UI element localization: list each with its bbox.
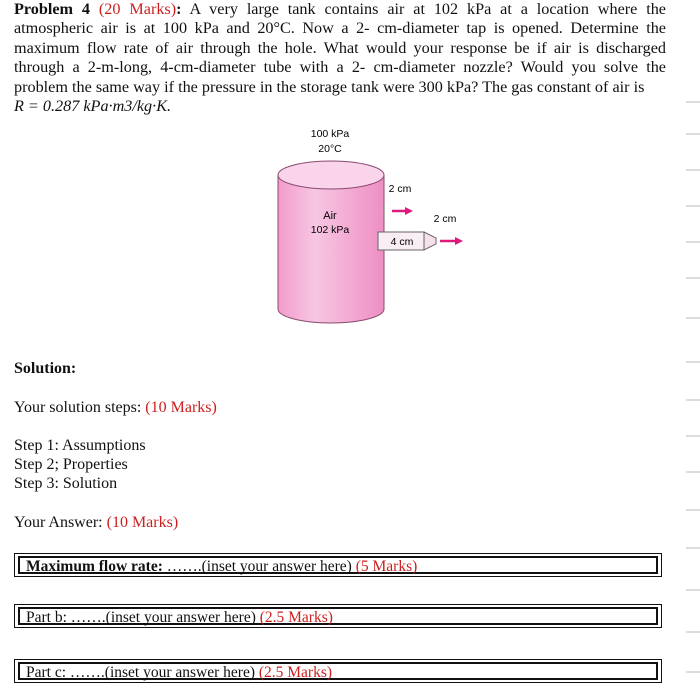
step-1: Step 1: Assumptions — [14, 437, 146, 454]
answer-marks: (10 Marks) — [106, 514, 179, 531]
problem-colon: : — [176, 0, 182, 18]
part-c-marks: (2.5 Marks) — [258, 664, 333, 681]
nozzle-diameter-label: 2 cm — [433, 213, 457, 225]
tank-pressure-label: 102 kPa — [310, 224, 350, 236]
solution-heading: Solution: — [14, 360, 77, 377]
max-flow-dots: ……. — [162, 558, 202, 575]
step-2: Step 2; Properties — [14, 456, 128, 473]
answer-label: Your Answer: — [14, 514, 103, 531]
tap-diameter-label: 2 cm — [388, 183, 412, 195]
tap-flow-arrow — [392, 207, 413, 215]
solution-steps-line — [14, 399, 217, 417]
max-flow-marks: (5 Marks) — [355, 558, 418, 575]
gas-constant: R = 0.287 kPa·m3/kg·K. — [14, 97, 172, 116]
page-edge-marks — [678, 0, 700, 694]
atm-temp-label: 20°C — [318, 143, 342, 155]
atm-pressure-label: 100 kPa — [310, 128, 350, 140]
part-b-marks: (2.5 Marks) — [259, 609, 333, 626]
step-3: Step 3: Solution — [14, 475, 118, 492]
problem-text: A very large tank contains air at 102 kPa at a location where the atmospheric air is at 100 kPa and 20°C. Now a 2- cm-diameter tap is opened. Determine the maximum flow rate of air through the hole. What would your response be if air is discharged through a 2-m-long, 4-cm-diameter tube with a 2- cm-diameter nozzle? Would you solve the problem the same way if the pressure in the storage tank were 300 kPa? The gas constant of air is — [14, 0, 666, 96]
max-flow-label: Maximum flow rate: — [26, 558, 163, 575]
part-b-answer-box[interactable] — [14, 604, 662, 628]
solution-steps-marks: (10 Marks) — [145, 399, 217, 416]
problem-heading: Problem 4 — [14, 0, 91, 18]
part-c-answer-box[interactable] — [14, 659, 662, 683]
tank — [278, 161, 384, 323]
part-c-label: Part c: ……. — [26, 664, 105, 681]
part-b-label: Part b: ……. — [26, 609, 106, 626]
max-flow-placeholder[interactable]: (inset your answer here) — [201, 558, 352, 575]
answer-line — [14, 514, 178, 532]
nozzle-flow-arrow — [440, 237, 463, 245]
tube-diameter-label: 4 cm — [390, 236, 414, 248]
tank-air-label: Air — [323, 210, 337, 222]
max-flow-answer-box[interactable] — [14, 553, 662, 577]
part-c-placeholder[interactable]: (inset your answer here) — [104, 664, 255, 681]
problem-marks: (20 Marks) — [98, 0, 177, 18]
solution-steps-label: Your solution steps: — [14, 399, 142, 416]
part-b-placeholder[interactable]: (inset your answer here) — [105, 609, 256, 626]
